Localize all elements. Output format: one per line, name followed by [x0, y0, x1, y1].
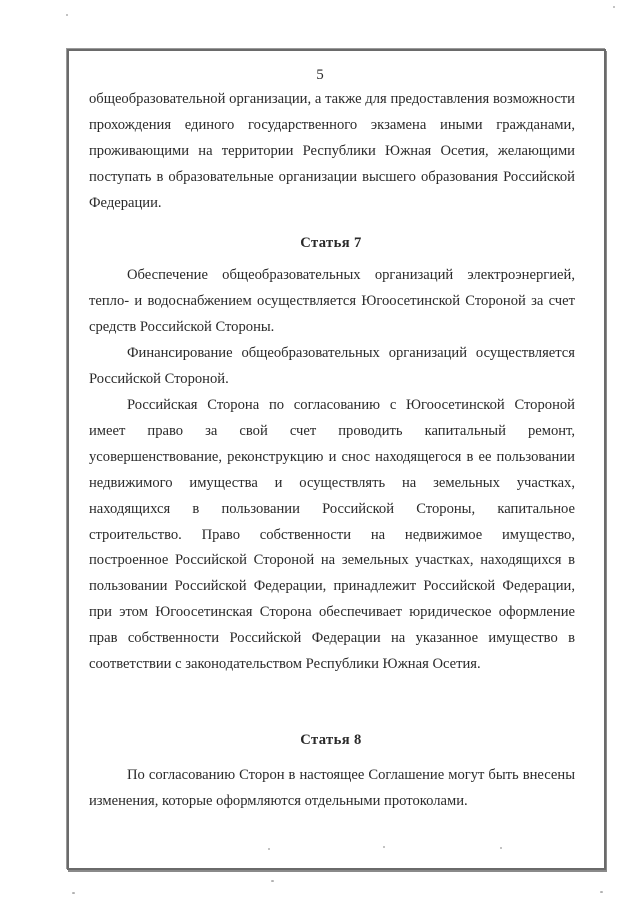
scan-speck — [613, 6, 615, 8]
scan-speck — [72, 892, 75, 894]
scan-speck — [268, 848, 270, 850]
scan-speck — [383, 846, 385, 848]
paragraph-property-rights: Российская Сторона по согласованию с Югоосетинской Стороной имеет право за свой счет проводить капитальный ремонт, усовершенствование, реконструкцию и снос находящегося в ее пользовании недвижимого имущества и осуществлять на земельных участках, находящихся в пользовании Российской Стороны, капитальное строительство. Право собственности на недвижимое имущество, построенное Российской Стороной на земельных участках, находящихся в пользовании Российской Федерации, принадлежит Российской Федерации, при этом Югоосетинская Сторона обеспечивает юридическое оформление прав собственности Российской Федерации на указанное имущество в соответствии с законодательством Республики Южная Осетия. — [89, 397, 575, 673]
paragraph-financing: Финансирование общеобразовательных организаций осуществляется Российской Стороной. — [89, 345, 575, 387]
paragraph-amendments: По согласованию Сторон в настоящее Соглашение могут быть внесены изменения, которые оформляются отдельными протоколами. — [89, 767, 575, 809]
article-7-heading: Статья 7 — [300, 235, 362, 251]
paragraph-continuation: общеобразовательной организации, а также для предоставления возможности прохождения единого государственного экзамена иными гражданами, проживающими на территории Республики Южная Осетия, желающими поступать в образовательные организации высшего образования Российской Федерации. — [89, 91, 575, 211]
scan-speck — [271, 880, 274, 882]
scan-speck — [600, 891, 603, 893]
page-number: 5 — [316, 67, 324, 83]
paragraph-power-supply: Обеспечение общеобразовательных организаций электроэнергией, тепло- и водоснабжением осуществляется Югоосетинской Стороной за счет средств Российской Стороны. — [89, 267, 575, 335]
article-8-heading: Статья 8 — [300, 732, 362, 748]
scan-speck — [66, 14, 68, 16]
scan-speck — [500, 847, 502, 849]
